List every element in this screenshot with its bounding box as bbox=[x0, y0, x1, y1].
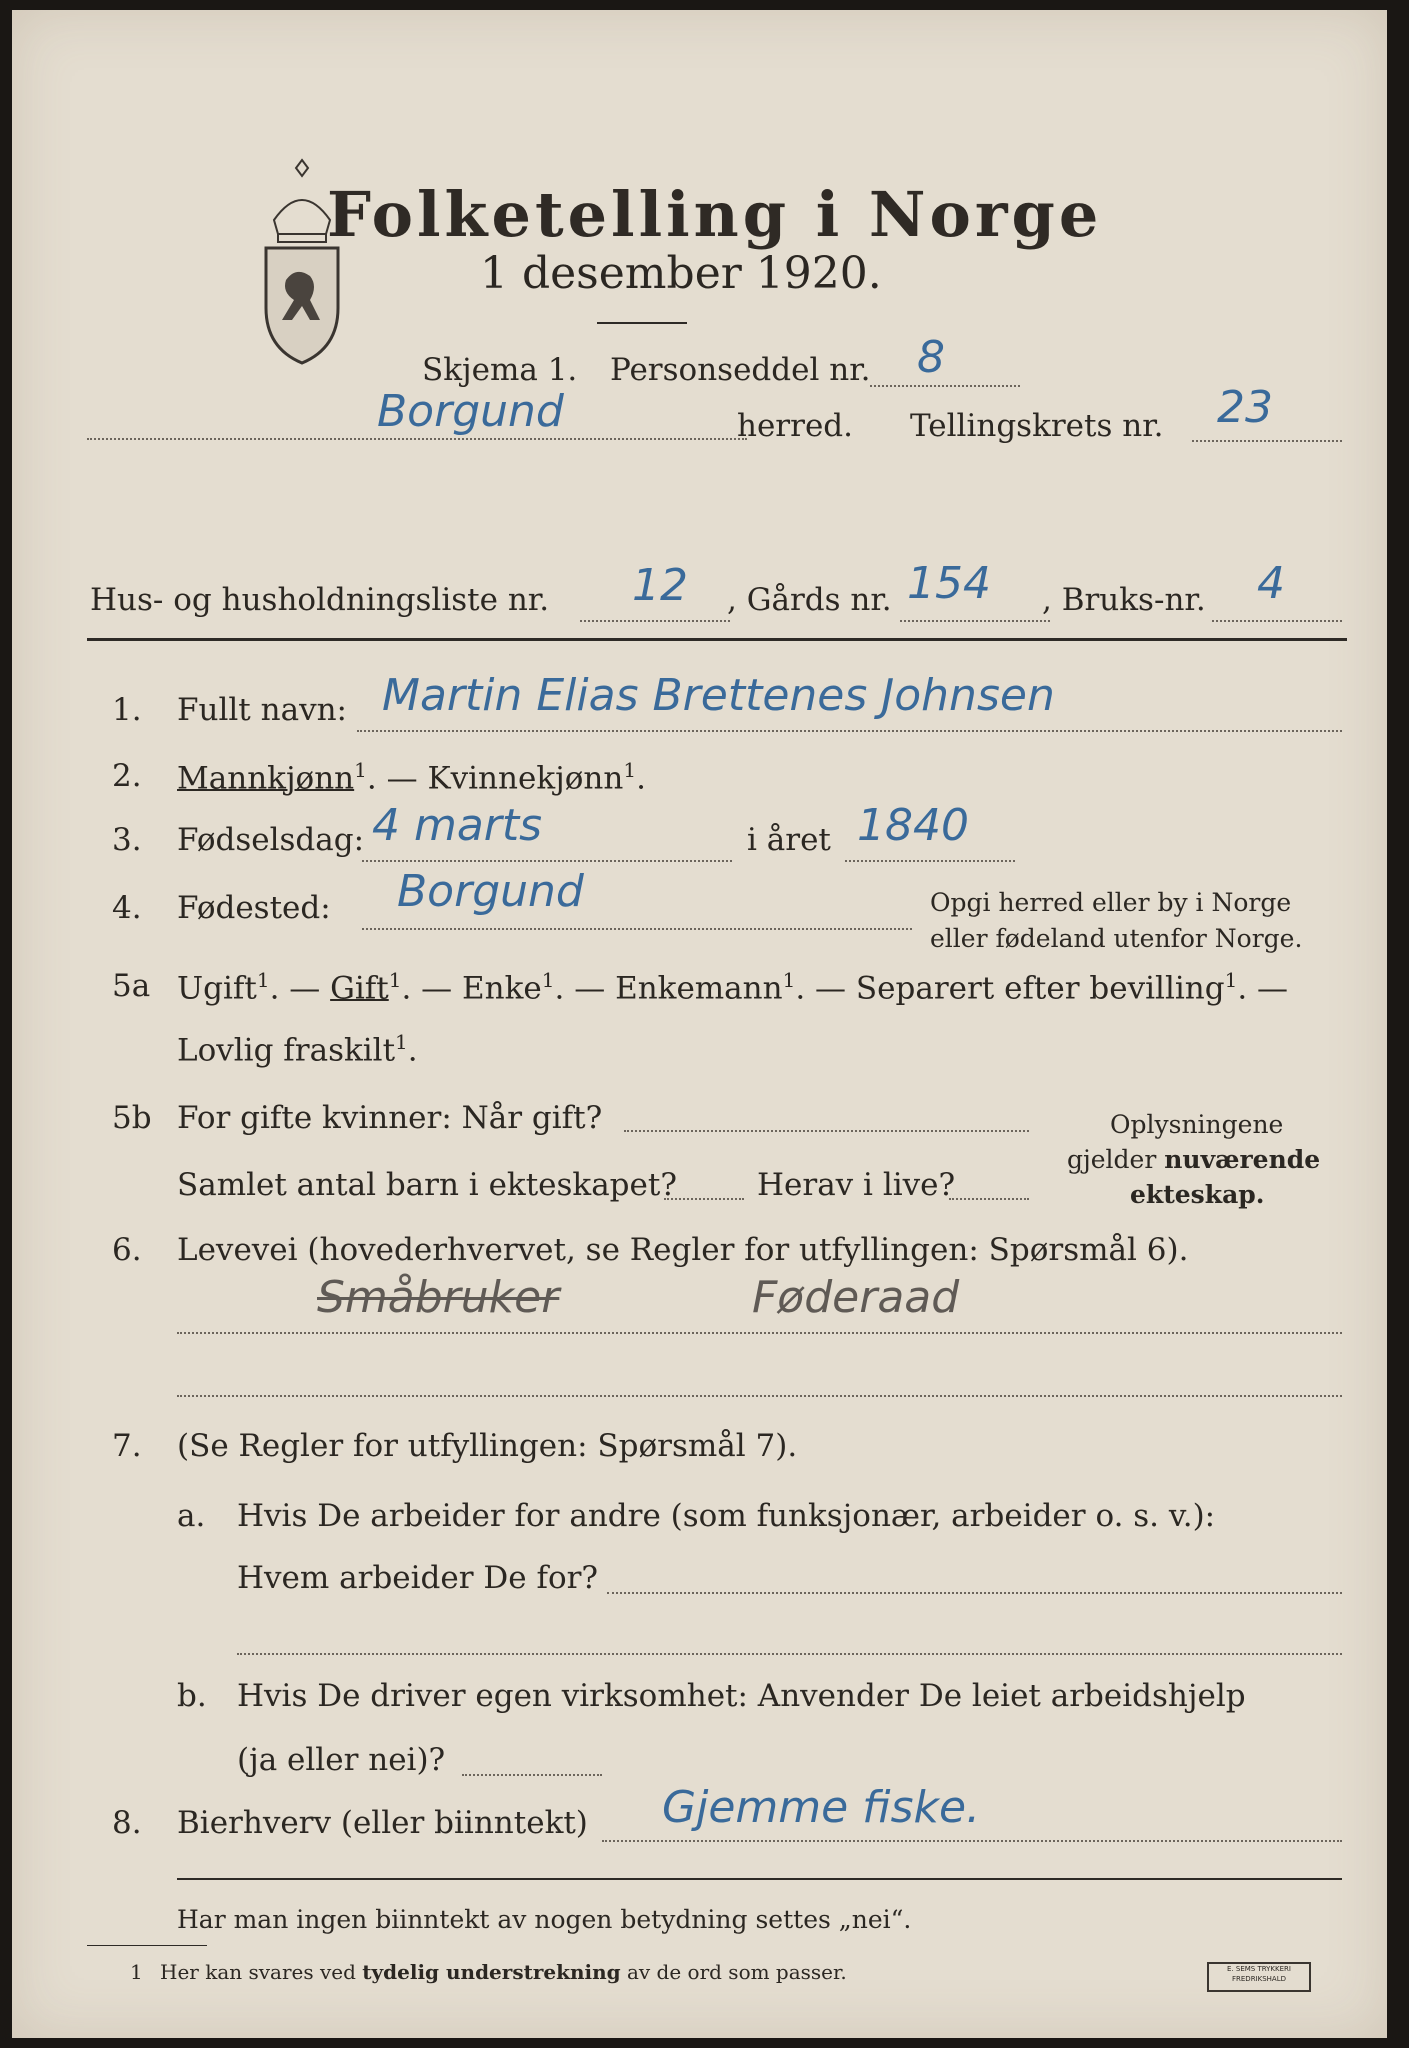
hus-label: Hus- og husholdningsliste nr. bbox=[90, 582, 550, 618]
birth-year-value: 1840 bbox=[857, 800, 969, 851]
q5a-options-2: Lovlig fraskilt$^1$. bbox=[177, 1030, 418, 1069]
q1-label: Fullt navn: bbox=[177, 692, 347, 728]
q6-label: Levevei (hovederhvervet, se Regler for utfyllingen: Spørsmål 6). bbox=[177, 1232, 1189, 1268]
q2-options: Mannkjønn$^1$. — Kvinnekjønn$^1$. bbox=[177, 758, 646, 797]
q7-label: (Se Regler for utfyllingen: Spørsmål 7). bbox=[177, 1428, 798, 1464]
q5a-number: 5a bbox=[112, 968, 151, 1004]
q5b-note-3: ekteskap. bbox=[1130, 1180, 1265, 1209]
q5b-line-1 bbox=[624, 1130, 1029, 1132]
personseddel-line bbox=[870, 385, 1020, 387]
occupation-struck-value: Småbruker bbox=[317, 1272, 560, 1323]
birthplace-value: Borgund bbox=[397, 866, 584, 917]
title-divider bbox=[597, 322, 687, 324]
q2-number: 2. bbox=[112, 758, 142, 794]
q3-label: Fødselsdag: bbox=[177, 822, 365, 858]
herred-label: herred. bbox=[737, 408, 853, 444]
q5b-note-2: gjelder nuværende bbox=[1067, 1145, 1321, 1174]
q7b-text-1: Hvis De driver egen virksomhet: Anvender De leiet arbeidshjelp bbox=[237, 1678, 1246, 1714]
q5b-note-1: Oplysningene bbox=[1110, 1110, 1284, 1139]
footnote-number: 1 bbox=[130, 1960, 143, 1984]
census-form-page bbox=[12, 10, 1387, 2038]
herred-value: Borgund bbox=[377, 386, 564, 437]
personseddel-value: 8 bbox=[917, 332, 945, 383]
q4-line bbox=[362, 928, 912, 930]
printer-stamp: E. SEMS TRYKKERI FREDRIKSHALD bbox=[1207, 1962, 1311, 1992]
q8-label: Bierhverv (eller biinntekt) bbox=[177, 1805, 588, 1841]
tellingskrets-label: Tellingskrets nr. bbox=[910, 408, 1164, 444]
q7b-letter: b. bbox=[177, 1678, 207, 1714]
gards-label: , Gårds nr. bbox=[727, 582, 892, 618]
q6-number: 6. bbox=[112, 1232, 142, 1268]
tellingskrets-value: 23 bbox=[1217, 382, 1273, 433]
form-title: Folketelling i Norge bbox=[327, 178, 1103, 251]
q1-number: 1. bbox=[112, 692, 142, 728]
q5b-label-3: Herav i live? bbox=[757, 1167, 956, 1203]
q3-number: 3. bbox=[112, 822, 142, 858]
bruks-label: , Bruks-nr. bbox=[1042, 582, 1206, 618]
q7b-text-2: (ja eller nei)? bbox=[237, 1742, 446, 1778]
q6-line-2 bbox=[177, 1395, 1342, 1397]
bruks-value: 4 bbox=[1257, 558, 1285, 609]
herred-line bbox=[87, 438, 747, 440]
q7a-text-1: Hvis De arbeider for andre (som funksjonær, arbeider o. s. v.): bbox=[237, 1498, 1216, 1534]
q4-number: 4. bbox=[112, 890, 142, 926]
gards-value: 154 bbox=[907, 558, 991, 609]
q6-line-1 bbox=[177, 1332, 1342, 1334]
gift-option: Gift bbox=[330, 970, 389, 1007]
skjema-label: Skjema 1. bbox=[422, 352, 578, 388]
personseddel-label: Personseddel nr. bbox=[610, 352, 871, 388]
census-date: 1 desember 1920. bbox=[480, 248, 882, 299]
q7-number: 7. bbox=[112, 1428, 142, 1464]
q7a-line-1 bbox=[607, 1592, 1342, 1594]
footnote-text: Her kan svares ved tydelig understrekning av de ord som passer. bbox=[160, 1960, 847, 1984]
bruks-line bbox=[1212, 620, 1342, 622]
tellingskrets-line bbox=[1192, 440, 1342, 442]
occupation-value: Føderaad bbox=[752, 1272, 960, 1323]
q4-label: Fødested: bbox=[177, 890, 331, 926]
q4-note-2: eller fødeland utenfor Norge. bbox=[930, 924, 1303, 953]
q8-number: 8. bbox=[112, 1805, 142, 1841]
q5b-line-2 bbox=[664, 1198, 744, 1200]
q1-value: Martin Elias Brettenes Johnsen bbox=[382, 670, 1055, 721]
q7a-line-2 bbox=[237, 1653, 1342, 1655]
q5b-label-2: Samlet antal barn i ekteskapet? bbox=[177, 1167, 677, 1203]
footer-note: Har man ingen biinntekt av nogen betydning settes „nei“. bbox=[177, 1905, 912, 1934]
hus-line bbox=[580, 620, 730, 622]
q7b-line bbox=[462, 1774, 602, 1776]
year-label: i året bbox=[747, 822, 831, 858]
q5a-options: Ugift$^1$. — Gift$^1$. — Enke$^1$. — Enkemann$^1$. — Separert efter bevilling$^1$. — bbox=[177, 968, 1289, 1007]
bierhverv-value: Gjemme fiske. bbox=[662, 1782, 981, 1833]
q4-note-1: Opgi herred eller by i Norge bbox=[930, 888, 1292, 917]
q1-line bbox=[357, 730, 1342, 732]
hus-value: 12 bbox=[632, 560, 688, 611]
q5b-line-3 bbox=[949, 1198, 1029, 1200]
q5b-label-1: For gifte kvinner: Når gift? bbox=[177, 1100, 603, 1136]
q5b-number: 5b bbox=[112, 1100, 152, 1136]
footer-rule bbox=[177, 1878, 1342, 1880]
q7a-letter: a. bbox=[177, 1498, 206, 1534]
kvinnekjonn-option: Kvinnekjønn bbox=[427, 760, 624, 797]
q3-line bbox=[362, 860, 732, 862]
birthday-value: 4 marts bbox=[372, 800, 543, 851]
mannkjonn-option: Mannkjønn bbox=[177, 760, 355, 797]
footnote-rule bbox=[87, 1945, 207, 1946]
year-line bbox=[845, 860, 1015, 862]
gards-line bbox=[900, 620, 1050, 622]
header-rule bbox=[87, 638, 1347, 641]
q8-line bbox=[602, 1840, 1342, 1842]
q7a-text-2: Hvem arbeider De for? bbox=[237, 1560, 599, 1596]
